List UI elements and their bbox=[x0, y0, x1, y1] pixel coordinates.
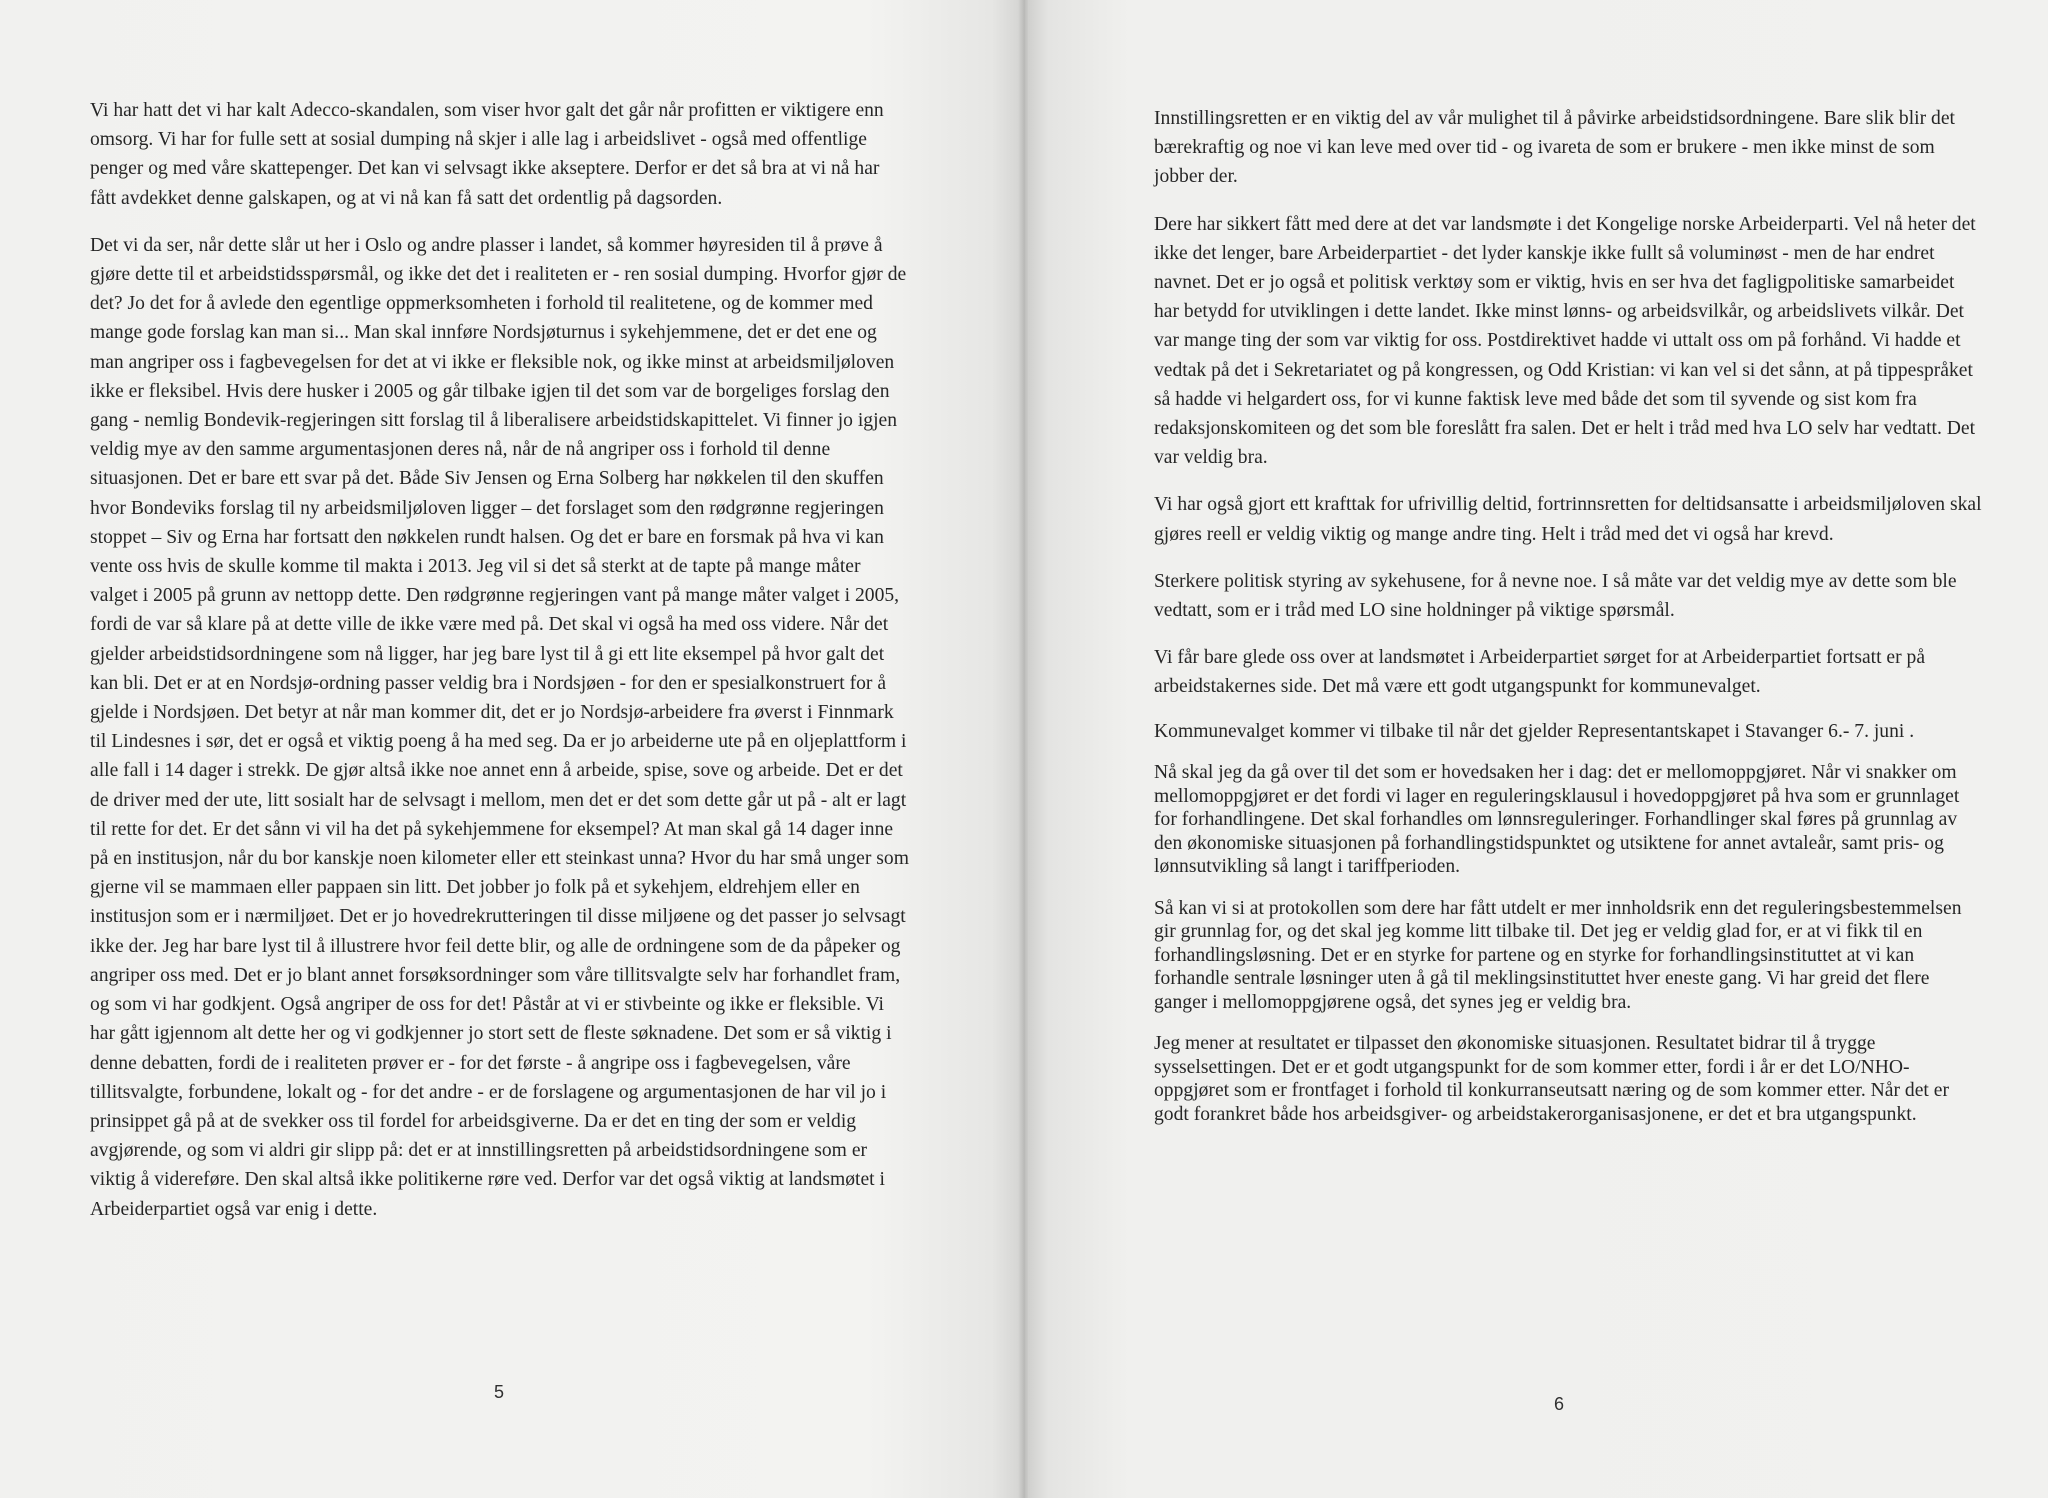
paragraph: Sterkere politisk styring av sykehusene, for å nevne noe. I så måte var det veldig mye av dette som ble vedtatt, som er i tråd med LO sine holdninger på viktige spørsmål. bbox=[1154, 570, 1957, 622]
paragraph: Vi har hatt det vi har kalt Adecco-skandalen, som viser hvor galt det går når profitten er viktigere enn omsorg. Vi har for fulle sett at sosial dumping nå skjer i alle lag i arbeidslivet - også med offentlige penger og med våre skattepenger. Det kan vi selvsagt ikke akseptere. Derfor er det så bra at vi nå har fått avdekket denne galskapen, og at vi nå kan få satt det ordentlig på dagsorden. bbox=[90, 100, 884, 209]
paragraph: Så kan vi si at protokollen som dere har fått utdelt er mer innholdsrik enn det reguleringsbestemmelsen gir grunnlag for, og det skal jeg komme litt tilbake til. Det jeg er veldig glad for, er at vi fikk til en forhandlingsløsning. Det er en styrke for partene og en styrke for forhandlingsinstituttet at vi kan forhandle sentrale løsninger uten å gå til meklingsinstituttet hver eneste gang. Vi har greid det flere ganger i mellomoppgjørene også, det synes jeg er veldig bra. bbox=[1154, 897, 1962, 1013]
paragraph: Jeg mener at resultatet er tilpasset den økonomiske situasjonen. Resultatet bidrar til å trygge sysselsettingen. Det er et godt utgangspunkt for de som kommer etter, fordi i år er det LO/NHO-oppgjøret som er frontfaget i forhold til konkurranseutsatt næring og de som kommer etter. Når det er godt forankret både hos arbeidsgiver- og arbeidstakerorganisasjonene, er det et bra utgangspunkt. bbox=[1154, 1033, 1949, 1125]
paragraph: Det vi da ser, når dette slår ut her i Oslo og andre plasser i landet, så kommer høyresiden til å prøve å gjøre dette til et arbeidstidsspørsmål, og ikke det det i realiteten er - ren sosial dumping. Hvorfor gjør de det? Jo det for å avlede den egentlige oppmerksomheten i forhold til realitetene, og de kommer med mange gode forslag kan man si... Man skal innføre Nordsjøturnus i sykehjemmene, det er det ene og man angriper oss i fagbevegelsen for det at vi ikke er fleksible nok, og ikke minst at arbeidsmiljøloven ikke er fleksibel. Hvis dere husker i 2005 og går tilbake igjen til det som var de borgeliges forslag den gang - nemlig Bondevik-regjeringen sitt forslag til å liberalisere arbeidstidskapittelet. Vi finner jo igjen veldig mye av den samme argumentasjonen deres nå, når de nå angriper oss i forhold til denne situasjonen. Det er bare ett svar på det. Både Siv Jensen og Erna Solberg har nøkkelen til den skuffen hvor Bondeviks forslag til ny arbeidsmiljøloven ligger – det forslaget som den rødgrønne regjeringen stoppet – Siv og Erna har fortsatt den nøkkelen rundt halsen. Og det er bare en forsmak på hva vi kan vente oss hvis de skulle komme til makta i 2013. Jeg vil si det så sterkt at de tapte på mange måter valget i 2005 på grunn av nettopp dette. Den rødgrønne regjeringen vant på mange måter valget i 2005, fordi de var så klare på at dette ville de ikke være med på. Det skal vi også ha med oss videre. Når det gjelder arbeidstidsordningene som nå ligger, har jeg bare lyst til å gi ett lite eksempel på hvor galt det kan bli. Det er at en Nordsjø-ordning passer veldig bra i Nordsjøen - for den er spesialkonstruert for å gjelde i Nordsjøen. Det betyr at når man kommer dit, det er jo Nordsjø-arbeidere fra øverst i Finnmark til Lindesnes i sør, det er også et viktig poeng å ha med seg. Da er jo arbeiderne ute på en oljeplattform i alle fall i 14 dager i strekk. De gjør altså ikke noe annet enn å arbeide, spise, sove og arbeide. Det er det de driver med der ute, litt sosialt har de selvsagt i mellom, men det er det som dette går ut på - alt er lagt til rette for det. Er det sånn vi vil ha det på sykehjemmene for eksempel? At man skal gå 14 dager inne på en institusjon, når du bor kanskje noen kilometer eller ett steinkast unna? Hvor du har små unger som gjerne vil se mammaen eller pappaen sin litt. Det jobber jo folk på et sykehjem, eldrehjem eller en institusjon som er i nærmiljøet. Det er jo hovedrekrutteringen til disse miljøene og det passer jo selvsagt ikke der. Jeg har bare lyst til å illustrere hvor feil dette blir, og alle de ordningene som de da påpeker og angriper oss med. Det er jo blant annet forsøksordninger som våre tillitsvalgte selv har forhandlet fram, og som vi har godkjent. Også angriper de oss for det! Påstår at vi er stivbeinte og ikke er fleksible. Vi har gått igjennom alt dette her og vi godkjenner jo stort sett de fleste søknadene. Det som er så viktig i denne debatten, fordi de i realiteten prøver er - for det første - å angripe oss i fagbevegelsen, våre tillitsvalgte, forbundene, lokalt og - for det andre - er de forslagene og argumentasjonen de har vil jo i prinsippet gå på at de svekker oss til fordel for arbeidsgiverne. Da er det en ting der som er veldig avgjørende, og som vi aldri gir slipp på: det er at innstillingsretten på arbeidstidsordningene som er viktig å videreføre. Den skal altså ikke politikerne røre ved. Derfor var det også viktig at landsmøtet i Arbeiderpartiet også var enig i dette. bbox=[90, 234, 909, 1220]
right-page-body bbox=[1154, 104, 1984, 1144]
paragraph: Dere har sikkert fått med dere at det var landsmøte i det Kongelige norske Arbeiderparti. Vel nå heter det ikke det lenger, bare Arbeiderpartiet - det lyder kanskje ikke fullt så voluminøst - men de har endret navnet. Det er jo også et politisk verktøy som er viktig, hvis en ser hva det fagligpolitiske samarbeidet har betydd for utviklingen i dette landet. Ikke minst lønns- og arbeidsvilkår, og arbeidslivets vilkår. Det var mange ting der som var viktig for oss. Postdirektivet hadde vi uttalt oss om på forhånd. Vi hadde et vedtak på det i Sekretariatet og på kongressen, og Odd Kristian: vi kan vel si det sånn, at på tippespråket så hadde vi helgardert oss, for vi kunne faktisk leve med både det som til syvende og sist kom fra redaksjonskomiteen og det som ble foreslått fra salen. Det er helt i tråd med hva LO selv har vedtatt. Det var veldig bra. bbox=[1154, 213, 1976, 469]
paragraph: Vi har også gjort ett krafttak for ufrivillig deltid, fortrinnsretten for deltidsansatte i arbeidsmiljøloven skal gjøres reell er veldig viktig og mange andre ting. Helt i tråd med det vi også har krevd. bbox=[1154, 494, 1982, 545]
paragraph: Kommunevalget kommer vi tilbake til når det gjelder Representantskapet i Stavanger 6.- 7. juni . bbox=[1154, 720, 1915, 742]
page-number: 6 bbox=[1554, 1394, 1565, 1414]
paragraph: Innstillingsretten er en viktig del av vår mulighet til å påvirke arbeidstidsordningene. Bare slik blir det bærekraftig og noe vi kan leve med over tid - og ivareta de som er brukere - men ikke minst de som jobber der. bbox=[1154, 108, 1955, 188]
left-page-body bbox=[90, 96, 910, 1242]
paragraph: Nå skal jeg da gå over til det som er hovedsaken her i dag: det er mellomoppgjøret. Når vi snakker om mellomoppgjøret er det fordi vi lager en reguleringsklausul i hovedoppgjøret på hva som er grunnlaget for forhandlingene. Det skal forhandles om lønnsreguleringer. Forhandlinger skal føres på grunnlag av den økonomiske situasjonen på forhandlingstidspunktet og utsiktene for annet avtaleår, samt pris- og lønnsutvikling så langt i tariffperioden. bbox=[1154, 762, 1960, 878]
paragraph: Vi får bare glede oss over at landsmøtet i Arbeiderpartiet sørget for at Arbeiderpartiet fortsatt er på arbeidstakernes side. Det må være ett godt utgangspunkt for kommunevalget. bbox=[1154, 647, 1926, 698]
page-number: 5 bbox=[494, 1382, 505, 1402]
left-page bbox=[0, 0, 1022, 1498]
